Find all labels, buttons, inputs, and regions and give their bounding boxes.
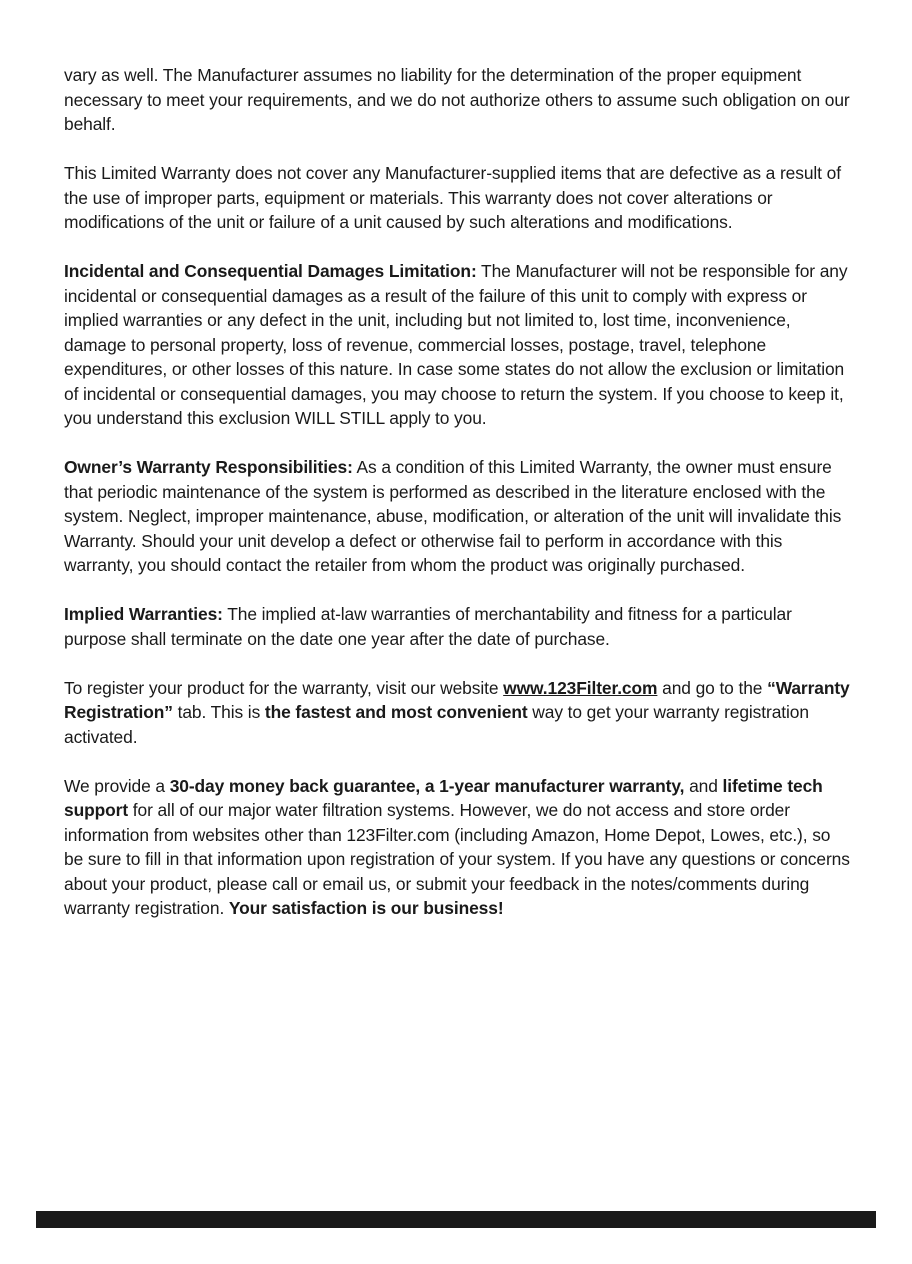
satisfaction-tagline: Your satisfaction is our business! bbox=[228, 898, 504, 918]
paragraph-coverage-text: This Limited Warranty does not cover any Manufacturer-supplied items that are defective as a result of the use of improper parts, equipment or materials. This warranty does not cover alterations or modifications of the unit or failure of a unit caused by such alterations and modifications. bbox=[64, 163, 841, 232]
paragraph-liability-text: vary as well. The Manufacturer assumes no liability for the determination of the proper equipment necessary to meet your requirements, and we do not authorize others to assume such obligation on our behalf. bbox=[64, 65, 850, 134]
paragraph-owner-responsibilities bbox=[64, 455, 854, 578]
paragraph-registration bbox=[64, 676, 854, 750]
guarantee-text-a: We provide a bbox=[64, 775, 170, 796]
owner-responsibilities-text: As a condition of this Limited Warranty, the owner must ensure that periodic maintenance of the system is performed as described in the literature enclosed with the system. Neglect, improper maintenance, abuse, modification, or alteration of the unit will invalidate this Warranty. Should your unit develop a defect or otherwise fail to perform in accordance with this warranty, you should contact the retailer from whom the product was originally purchased. bbox=[64, 457, 842, 575]
document-body bbox=[64, 63, 854, 945]
registration-text-a: To register your product for the warranty, visit our website bbox=[64, 677, 504, 698]
registration-text-b: and go to the bbox=[657, 677, 768, 698]
lifetime-support-text: lifetime tech support bbox=[64, 775, 823, 820]
footer-bar bbox=[36, 1211, 876, 1228]
implied-warranties-heading: Implied Warranties: bbox=[64, 604, 223, 624]
warranty-registration-tab-name: “Warranty Registration” bbox=[64, 677, 850, 722]
implied-warranties-text: The implied at-law warranties of merchantability and fitness for a particular purpose shall terminate on the date one year after the date of purchase. bbox=[64, 604, 792, 649]
guarantee-text-c: for all of our major water filtration systems. However, we do not access and store order information from websites other than 123Filter.com (including Amazon, Home Depot, Lowes, etc.), so be sure to fill in that information upon registration of your system. If you have any questions or concerns about your product, please call or email us, or submit your feedback in the notes/comments during warranty registration. bbox=[64, 800, 850, 918]
paragraph-coverage-exclusions bbox=[64, 161, 854, 235]
paragraph-guarantee bbox=[64, 774, 854, 921]
damages-limitation-text: The Manufacturer will not be responsible for any incidental or consequential damages as a result of the failure of this unit to comply with express or implied warranties or any defect in the unit, including but not limited to, lost time, inconvenience, damage to personal property, loss of revenue, commercial losses, postage, travel, telephone expenditures, or other losses of this nature. In case some states do not allow the exclusion or limitation of incidental or consequential damages, you may choose to return the system. If you choose to keep it, you understand this exclusion WILL STILL apply to you. bbox=[64, 261, 848, 428]
guarantee-bold-terms: 30-day money back guarantee, a 1-year manufacturer warranty, bbox=[169, 775, 685, 796]
paragraph-liability bbox=[64, 63, 854, 137]
fastest-most-convenient-text: the fastest and most convenient bbox=[264, 702, 528, 722]
paragraph-damages-limitation bbox=[64, 259, 854, 431]
website-link[interactable]: www.123Filter.com bbox=[503, 677, 658, 698]
paragraph-implied-warranties bbox=[64, 602, 854, 651]
damages-limitation-heading: Incidental and Consequential Damages Limitation: bbox=[64, 261, 477, 281]
guarantee-text-b: and bbox=[684, 775, 723, 796]
registration-text-c: tab. This is bbox=[172, 702, 265, 722]
owner-responsibilities-heading: Owner’s Warranty Responsibilities: bbox=[64, 457, 353, 477]
registration-text-d: way to get your warranty registration activated. bbox=[64, 702, 809, 747]
